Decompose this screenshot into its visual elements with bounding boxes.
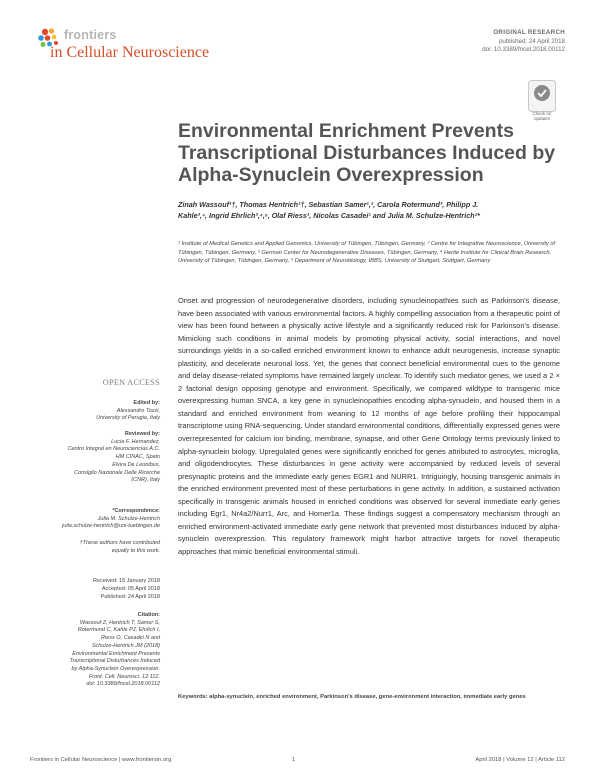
edited-by bbox=[20, 400, 160, 423]
doi[interactable]: doi: 10.3389/fncel.2018.00112 bbox=[482, 46, 565, 53]
accepted-date: Accepted: 05 April 2018 bbox=[101, 586, 160, 592]
keywords bbox=[178, 693, 560, 701]
affiliations: ¹ Institute of Medical Genetics and Applied Genomics, University of Tübingen, Tübingen, Germany, ² Centre for Integrative Neuroscience, University of Tübingen, Tübingen, Germany, ³ German Center for Neurodegenerative Diseases, Tübingen, Germany, ⁴ Hertie Institute for Clinical Brain Research, University of Tübingen, Tübingen, Germany, ⁵ Department of Neurobiology, IBBS, University of Stuttgart, Stuttgart, Germany bbox=[178, 241, 556, 265]
brand-name: frontiers bbox=[64, 28, 117, 42]
reviewed-by-value: Lucia F. Hernandez, Centro Integral en Neurociencias A.C. HM CINAC, Spain Elvira De Leonibus, Consiglio Nazionale Delle Ricerche (CNR), Italy bbox=[67, 438, 160, 484]
keywords-list: alpha-synuclein, enriched environment, Parkinson's disease, gene-environment interaction, immediate early genes bbox=[209, 694, 526, 700]
correspondence-value[interactable]: Julia M. Schulze-Hentrich julia.schulze-hentrich@uni-tuebingen.de bbox=[62, 515, 160, 530]
reviewed-by-label: Reviewed by: bbox=[124, 431, 160, 437]
received-date: Received: 15 January 2018 bbox=[93, 578, 160, 584]
published-date: published: 24 April 2018 bbox=[498, 38, 565, 45]
abstract-text: Onset and progression of neurodegenerative disorders, including synucleinopathies such as Parkinson's disease, have been associated with various environmental factors. A highly compelling association from a therapeutic point of view has been found between a physically active lifestyle and a significantly reduced risk for Parkinson's disease. Mimicking such conditions in animal models by promoting physical activity, social interactions, and novel surroundings yields in a so-called enriched environment known to enhance adult neurogenesis, increase synaptic plasticity, and decelerate neuronal loss. Yet, the genes that connect beneficial environmental cues to the genome and delay disease-related symptoms have remained largely unclear. To identify such mediator genes, we used a 2 × 2 factorial design opposing genotype and environment. Specifically, we compared wildtype to transgenic mice overexpressing human SNCA, a key gene in synucleinopathies encoding alpha-synuclein, and housed them in a standard and enriched environment from weaning to 12 months of age before profiling their hippocampal transcriptome using RNA-sequencing. Under standard environmental conditions, differentially expressed genes were overrepresented for calcium ion binding, membrane, synapse, and other Gene Ontology terms previously linked to alpha-synuclein biology. Upregulated genes were significantly enriched for genes attributed to astrocytes, microglia, and oligodendrocytes. These disturbances in gene activity were accompanied by reduced levels of several presynaptic proteins and the immediate early genes EGR1 and NURR1. Intriguingly, housing transgenic animals in the enriched environment prevented most of these perturbations in gene activity. In addition, a sustained activation specifically in transgenic animals housed in enriched conditions was observed for several immediate early genes including Egr1, Nr4a2/Nurr1, Arc, and Homer1a. These findings suggest a compensatory mechanism through an enriched environment-activated immediate early gene network that prevented most disturbances induced by alpha-synuclein overexpression. This regulatory framework might harbor attractive targets for novel therapeutic approaches that mimic beneficial environmental stimuli. bbox=[178, 296, 560, 556]
abstract bbox=[178, 295, 560, 558]
footer-journal[interactable]: Frontiers in Cellular Neuroscience | www.frontiersin.org bbox=[30, 757, 172, 763]
page-number: 1 bbox=[292, 757, 296, 763]
check-for-updates-label[interactable]: Check for updates bbox=[532, 111, 552, 121]
equal-contribution-note: †These authors have contributed equally to this work. bbox=[79, 540, 160, 554]
edited-by-value: Alessandro Tozzi, University of Perugia, Italy bbox=[96, 407, 160, 422]
article-type: ORIGINAL RESEARCH bbox=[493, 29, 565, 36]
citation bbox=[20, 612, 160, 689]
footer-volume: April 2018 | Volume 12 | Article 112 bbox=[475, 757, 565, 763]
check-for-updates-icon[interactable] bbox=[528, 80, 556, 112]
correspondence-label: *Correspondence: bbox=[112, 508, 160, 514]
citation-label: Citation: bbox=[137, 612, 160, 618]
correspondence bbox=[20, 508, 160, 531]
keywords-label: Keywords: bbox=[178, 694, 208, 700]
published-date-sidebar: Published: 24 April 2018 bbox=[100, 594, 160, 600]
edited-by-label: Edited by: bbox=[133, 400, 160, 406]
journal-name[interactable]: in Cellular Neuroscience bbox=[50, 44, 210, 61]
author-list: Zinah Wassouf¹†, Thomas Hentrich¹†, Sebastian Samer¹,², Carola Rotermund³, Philipp J. Kahle³,⁴, Ingrid Ehrlich³,⁴,⁵, Olaf Riess¹, Nicolas Casadei¹ and Julia M. Schulze-Hentrich¹* bbox=[178, 200, 480, 221]
reviewed-by bbox=[20, 431, 160, 485]
citation-value: Wassouf Z, Hentrich T, Samer S, Rotermund C, Kahle PJ, Ehrlich I, Riess O, Casadei N and Schulze-Hentrich JM (2018) Environmental Enrichment Prevents Transcriptional Disturbances Induced by Alpha-Synuclein Overexpression. Front. Cell. Neurosci. 12:112. doi: 10.3389/fncel.2018.00112 bbox=[69, 619, 160, 688]
open-access-label: OPEN ACCESS bbox=[102, 378, 160, 387]
article-title: Environmental Enrichment Prevents Transcriptional Disturbances Induced by Alpha-Synuclein Overexpression bbox=[178, 120, 556, 186]
